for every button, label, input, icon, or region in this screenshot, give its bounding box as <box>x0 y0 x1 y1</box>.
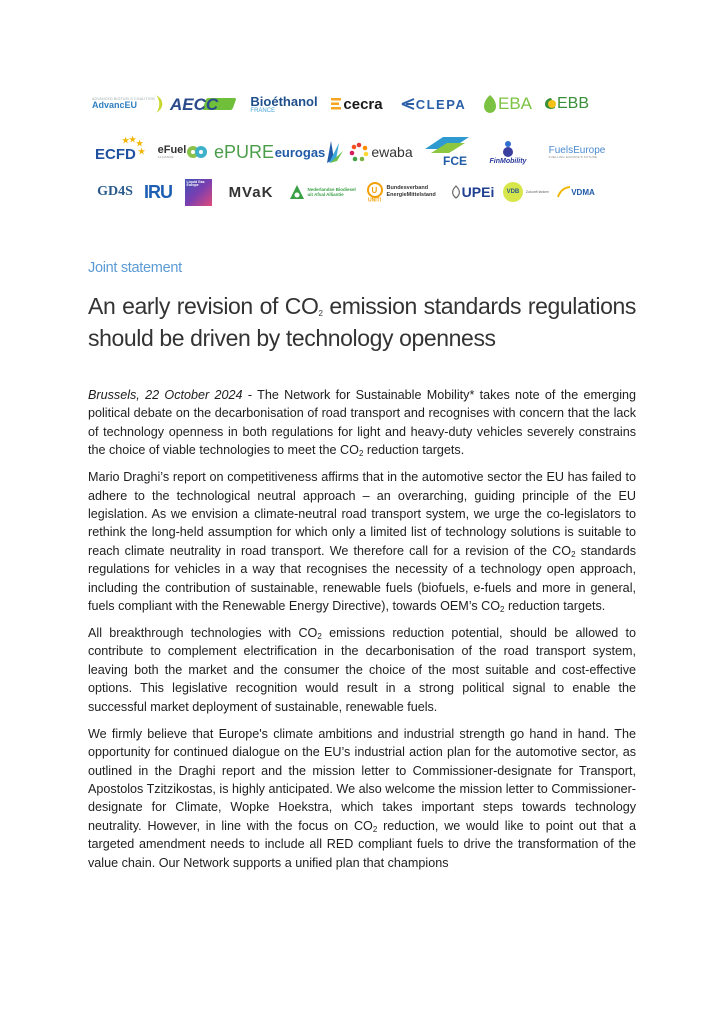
logo-finmobility: FinMobility <box>478 140 538 165</box>
paragraph-4: We firmly believe that Europe's climate ambitions and industrial strength go hand in hand. The opportunity for continued dialogue on the EU’s industrial action plan for the automotive sector, as outlined in the Draghi report and the mission letter to Commissioner-designate for Transport, Apostolos Tzitzikostas, is highly anticipated. We also welcome the mission letter to Commissioner-designate for Climate, Wopke Hoekstra, which takes important steps towards technology neutrality. However, in line with the focus on $CO_2$ reduction, we would like to point out that a targeted amendment needs to include all RED compliant fuels to drive the transformation of the value chain. Our Network supports a unified plan that champions <box>88 726 636 870</box>
logo-eba: EBA <box>476 94 538 114</box>
logo-row-3 <box>92 170 632 214</box>
eurogas-fan-icon <box>325 139 343 165</box>
title-line-2: should be driven by technology openness <box>88 325 496 351</box>
paragraph-1: Brussels, 22 October 2024 - The Network for Sustainable Mobility* takes note of the emerging political debate on the decarbonisation of road transport and recognises with concern that the lack of technology openness in both regulations for light and heavy-duty vehicles severely constrains the choice of viable technologies to meet the $CO_2$ reduction targets. <box>88 388 637 459</box>
logo-fce <box>418 135 478 169</box>
logo-mvak: MVaK <box>228 183 274 201</box>
title-line-1: An early revision of $CO_2$ emission standards regulations <box>88 293 636 319</box>
svg-text:ECFD: ECFD <box>95 146 136 163</box>
nbaa-triangle-icon <box>289 184 305 200</box>
logo-liquid-gas-europe: Liquid Gas Europe <box>178 179 218 206</box>
clepa-swoosh-icon <box>400 97 416 111</box>
logo-epure: ePURE <box>213 141 275 162</box>
paragraph-3: All breakthrough technologies with $CO_2$ emissions reduction potential, should be allowed to contribute to complement electrification in the decarbonisation of the road transport system, leaving both the market and the consumer the choice of the most suitable and cost-effective options. This legislative recognition would result in a strong political signal to enable the successful market deployment of sustainable, renewable fuels. <box>88 626 636 714</box>
dateline: Brussels, 22 October 2024 <box>88 388 243 402</box>
finmobility-mark-icon <box>501 140 515 158</box>
logo-bioethanol: Bioéthanol FRANCE <box>250 93 318 114</box>
efuel-rings-icon <box>186 145 208 159</box>
logo-upei: UPEi <box>444 184 500 200</box>
aecc-mark-icon <box>168 94 240 114</box>
logo-advanceu: ADVANCED BIOFUELS COALITION AdvancEU <box>92 89 164 119</box>
member-logos <box>92 82 632 214</box>
upei-flame-icon <box>450 185 462 199</box>
logo-uniti: U UNITI Bundesverband EnergieMittelstand <box>364 182 444 202</box>
logo-ebb: EBB <box>538 95 594 113</box>
cecra-bars-icon <box>331 97 343 111</box>
svg-text:★: ★ <box>122 136 130 145</box>
vdma-arc-icon <box>557 186 571 198</box>
logo-efuel: eFuel ALLIANCE <box>152 145 214 159</box>
ewaba-dots-icon <box>349 142 369 162</box>
ecfd-stars-icon <box>94 135 150 169</box>
logo-fuelseurope: FuelsEurope FUELLING EUROPE'S FUTURE <box>548 144 606 159</box>
document-kicker: Joint statement <box>88 260 182 276</box>
svg-text:★: ★ <box>129 135 137 144</box>
logo-row-2 <box>92 130 632 174</box>
svg-text:UNITI: UNITI <box>367 197 381 202</box>
svg-text:★: ★ <box>138 147 146 156</box>
paragraph-2: Mario Draghi’s report on competitiveness affirms that in the automotive sector the EU has failed to adhere to the technological neutral approach – an overarching, guiding principle of the EU legislation. As we envision a climate-neutral road transport system, we urge the co-legislators to rethink the long-held assumption for which only a limited list of technology solutions is suitable to reach climate neutrality in road transport. We therefore call for a revision of the $CO_2$ standards regulations for vehicles in a way that recognises the necessity of a technology open approach, including the contribution of sustainable, renewable fuels (biofuels, e-fuels and more in general, fuels compliant with the Renewable Energy Directive), towards OEM’s $CO_2$ reduction targets. <box>88 470 636 615</box>
svg-text:FCE: FCE <box>443 154 467 168</box>
logo-eurogas: eurogas <box>274 139 344 165</box>
svg-text:★: ★ <box>136 139 144 148</box>
logo-gd4s: GD4S <box>97 184 133 199</box>
leaf-icon <box>155 89 164 119</box>
document-title <box>88 290 636 354</box>
logo-vdma: VDMA <box>552 186 600 198</box>
fce-wings-icon <box>421 135 475 169</box>
logo-ewaba: ewaba <box>344 142 418 162</box>
logo-cecra: cecra <box>324 96 390 113</box>
logo-row-1 <box>92 82 632 126</box>
eba-leaf-icon <box>482 94 498 114</box>
logo-nbaa: Nederlandse Biodiesel uit Afval Alliantie <box>284 184 364 200</box>
document-body <box>88 386 636 881</box>
logo-aecc <box>164 94 244 114</box>
ebb-drop-icon <box>543 96 557 112</box>
logo-vdb: VDB Zukunft tanken <box>500 182 552 202</box>
svg-text:AECC: AECC <box>170 95 219 114</box>
logo-clepa: CLEPA <box>390 97 476 112</box>
uniti-circle-icon <box>366 182 384 202</box>
logo-ecfd <box>92 135 152 169</box>
logo-iru: IRU <box>144 181 172 202</box>
svg-text:U: U <box>371 186 377 195</box>
